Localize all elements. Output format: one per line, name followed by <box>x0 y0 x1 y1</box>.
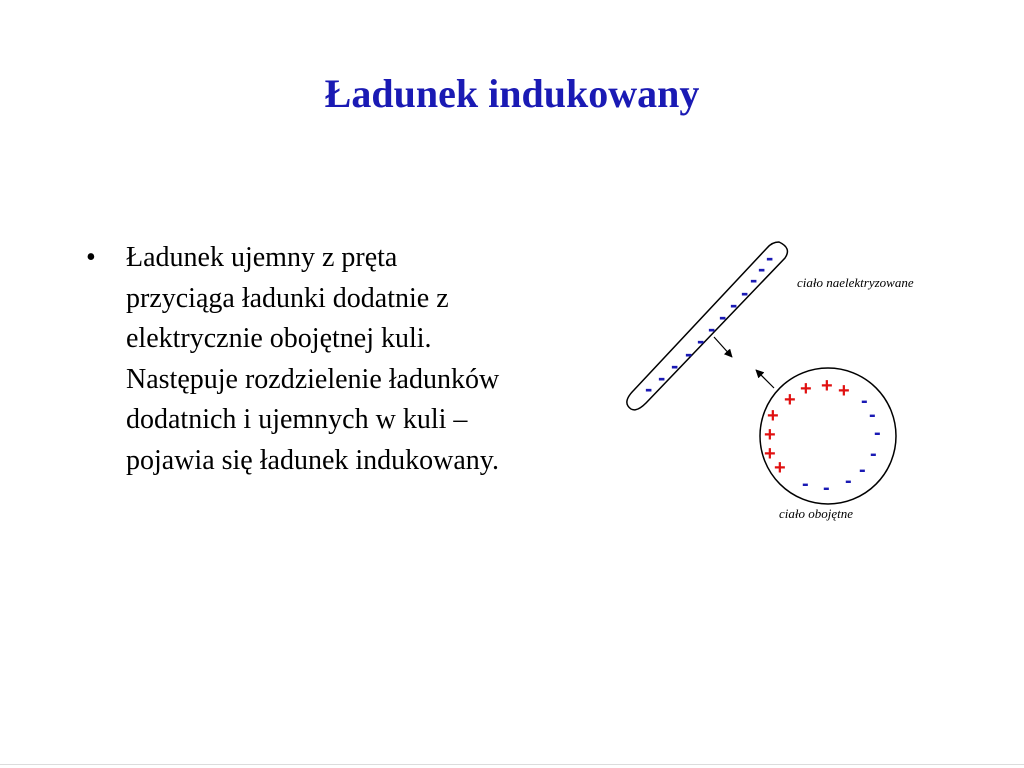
rod-negative-charge: - <box>658 365 666 390</box>
sphere-positive-charge: + <box>764 424 776 446</box>
rod-negative-charge: - <box>671 353 679 378</box>
sphere-label: ciało obojętne <box>779 506 854 521</box>
rod-negative-charge: - <box>708 316 716 341</box>
rod-negative-charge: - <box>758 256 766 281</box>
sphere-negative-charge: - <box>874 422 881 444</box>
sphere-positive-charge: + <box>784 389 796 411</box>
sphere-negative-charge: - <box>845 470 852 492</box>
sphere-negative-charge: - <box>802 473 809 495</box>
sphere-positive-charge: + <box>838 380 850 402</box>
sphere-positive-charge: + <box>767 405 779 427</box>
rod-negative-charges <box>645 245 773 401</box>
rod-negative-charge: - <box>766 245 774 270</box>
rod-negative-charge: - <box>645 376 653 401</box>
sphere-negative-charge: - <box>823 477 830 499</box>
slide-title: Ładunek indukowany <box>324 71 700 116</box>
bullet-marker: • <box>86 242 96 273</box>
force-arrow-sphere <box>756 370 774 388</box>
rod-negative-charge: - <box>685 341 693 366</box>
bullet-text: Ładunek ujemny z pręta przyciąga ładunki dodatnie z elektrycznie obojętnej kuli. Następuje rozdzielenie ładunków dodatnich i ujemnych w kuli – pojawia się ładunek indukowany. <box>126 242 500 476</box>
sphere-positive-charge: + <box>821 375 833 397</box>
sphere-negative-charge: - <box>859 459 866 481</box>
force-arrow-rod <box>714 337 732 357</box>
induction-diagram <box>612 240 972 525</box>
rod-negative-charge: - <box>750 267 758 292</box>
rod-negative-charge: - <box>719 304 727 329</box>
sphere-negative-charge: - <box>869 404 876 426</box>
sphere-positive-charge: + <box>774 457 786 479</box>
bullet-list-item <box>78 238 598 481</box>
sphere-positive-charge: + <box>800 378 812 400</box>
rod-negative-charge: - <box>741 280 749 305</box>
footer-divider <box>0 764 1024 765</box>
rod-negative-charge: - <box>730 292 738 317</box>
rod-negative-charge: - <box>697 328 705 353</box>
sphere-negative-charge: - <box>861 390 868 412</box>
sphere-negative-charge: - <box>870 443 877 465</box>
rod-label: ciało naelektryzowane <box>797 275 914 290</box>
sphere-positive-charge: + <box>764 443 776 465</box>
